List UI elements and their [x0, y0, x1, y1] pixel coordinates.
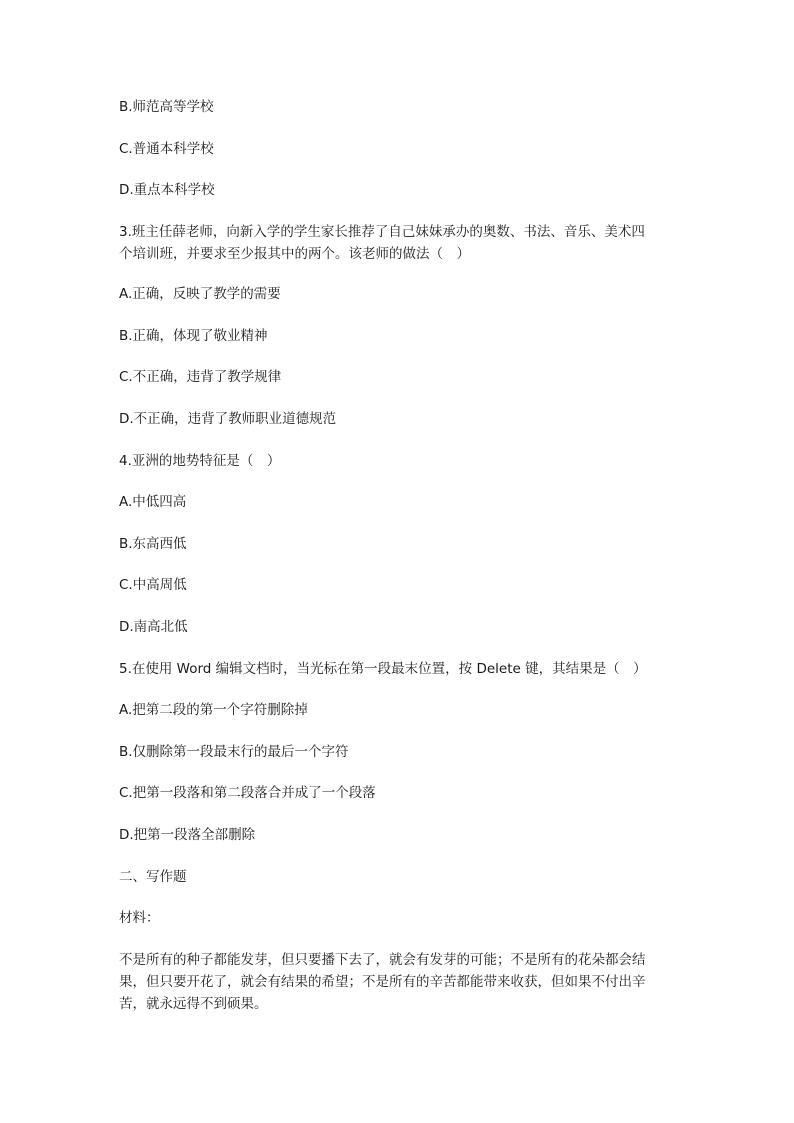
q5-option-c: C.把第一段落和第二段落合并成了一个段落	[119, 785, 376, 801]
material-line-1: 不是所有的种子都能发芽，但只要播下去了，就会有发芽的可能；不是所有的花朵都会结	[119, 952, 646, 968]
q3-option-a: A.正确，反映了教学的需要	[119, 286, 281, 302]
q3-option-c: C.不正确，违背了教学规律	[119, 369, 282, 385]
section-heading: 二、写作题	[119, 869, 187, 885]
q5-question: 5.在使用 Word 编辑文档时，当光标在第一段最末位置，按 Delete 键，其结果是（ ）	[119, 661, 647, 677]
q5-option-a: A.把第二段的第一个字符删除掉	[119, 702, 308, 718]
q3-option-d: D.不正确，违背了教师职业道德规范	[119, 411, 337, 427]
q4-question: 4.亚洲的地势特征是（ ）	[119, 453, 281, 469]
material-line-3: 苦，就永远得不到硕果。	[119, 996, 268, 1012]
q2-option-b: B.师范高等学校	[119, 99, 214, 115]
q3-option-b: B.正确，体现了敬业精神	[119, 328, 268, 344]
q3-question-line-1: 3.班主任薛老师，向新入学的学生家长推荐了自己妹妹承办的奥数、书法、音乐、美术四	[119, 224, 645, 240]
q4-option-b: B.东高西低	[119, 536, 187, 552]
q4-option-c: C.中高周低	[119, 577, 187, 593]
q3-question	[119, 221, 679, 265]
q5-option-d: D.把第一段落全部删除	[119, 827, 256, 843]
material-paragraph	[119, 949, 679, 1015]
q4-option-a: A.中低四高	[119, 494, 187, 510]
q4-option-d: D.南高北低	[119, 619, 188, 635]
q3-question-line-2: 个培训班，并要求至少报其中的两个。该老师的做法（ ）	[119, 246, 470, 262]
material-line-2: 果，但只要开花了，就会有结果的希望；不是所有的辛苦都能带来收获，但如果不付出辛	[119, 974, 646, 990]
material-label: 材料：	[119, 910, 160, 926]
q2-option-c: C.普通本科学校	[119, 141, 214, 157]
q2-option-d: D.重点本科学校	[119, 182, 215, 198]
q5-option-b: B.仅删除第一段最末行的最后一个字符	[119, 744, 349, 760]
